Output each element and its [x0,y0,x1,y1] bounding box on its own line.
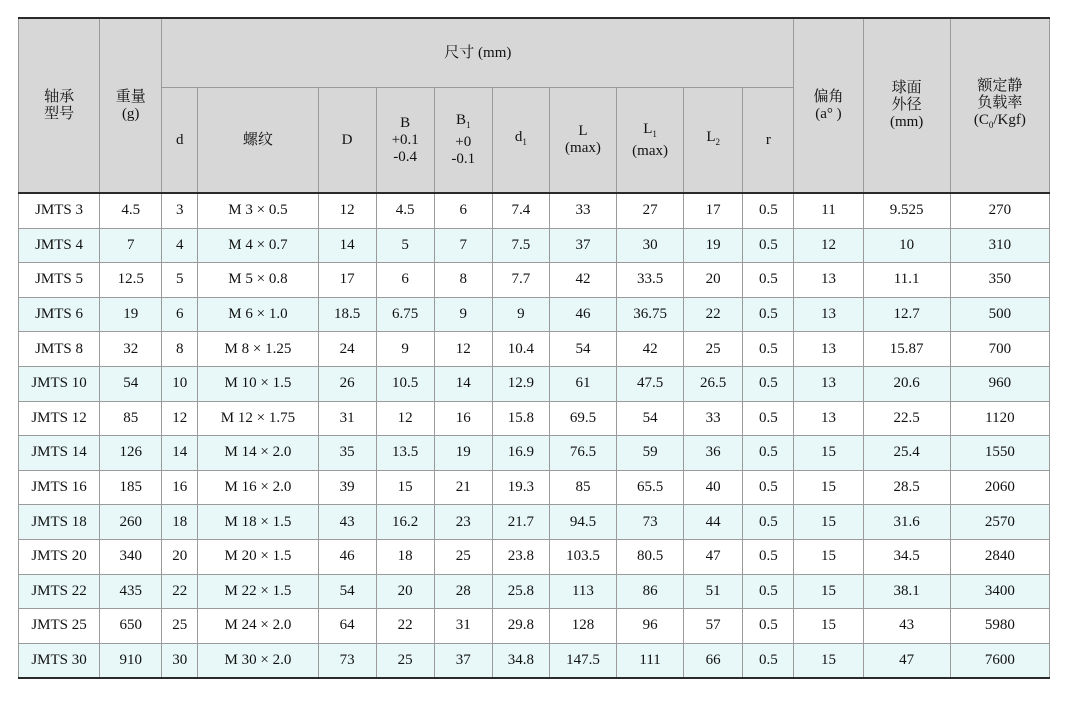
table-row [19,470,1050,505]
cell-d1: 29.8 [492,609,549,644]
cell-L2: 40 [684,470,743,505]
cell-ball-diameter: 12.7 [863,297,950,332]
table-row [19,539,1050,574]
cell-L1: 47.5 [617,366,684,401]
cell-static-load: 2570 [950,505,1049,540]
cell-L1: 33.5 [617,263,684,298]
cell-L1: 30 [617,228,684,263]
cell-thread: M 24 × 2.0 [198,609,318,644]
cell-static-load: 350 [950,263,1049,298]
cell-thread: M 14 × 2.0 [198,436,318,471]
cell-weight: 185 [100,470,162,505]
cell-thread: M 8 × 1.25 [198,332,318,367]
cell-weight: 435 [100,574,162,609]
cell-weight: 32 [100,332,162,367]
cell-D: 12 [318,193,376,228]
cell-thread: M 10 × 1.5 [198,366,318,401]
cell-model: JMTS 20 [19,539,100,574]
cell-B: 6.75 [376,297,434,332]
header-ball-diameter: 球面 外径 (mm) [863,18,950,193]
cell-L: 37 [549,228,616,263]
cell-thread: M 20 × 1.5 [198,539,318,574]
cell-angle: 15 [794,539,863,574]
header-model: 轴承 型号 [19,18,100,193]
cell-thread: M 12 × 1.75 [198,401,318,436]
cell-D: 54 [318,574,376,609]
cell-static-load: 7600 [950,643,1049,678]
cell-ball-diameter: 31.6 [863,505,950,540]
cell-r: 0.5 [743,193,794,228]
header-L: L (max) [549,88,616,194]
cell-model: JMTS 16 [19,470,100,505]
cell-thread: M 16 × 2.0 [198,470,318,505]
cell-model: JMTS 8 [19,332,100,367]
cell-model: JMTS 30 [19,643,100,678]
cell-L2: 22 [684,297,743,332]
cell-L: 54 [549,332,616,367]
cell-d: 8 [162,332,198,367]
cell-model: JMTS 10 [19,366,100,401]
cell-L: 94.5 [549,505,616,540]
cell-d: 18 [162,505,198,540]
cell-static-load: 2060 [950,470,1049,505]
header-d: d [162,88,198,194]
header-thread: 螺纹 [198,88,318,194]
cell-ball-diameter: 25.4 [863,436,950,471]
cell-angle: 11 [794,193,863,228]
cell-L: 76.5 [549,436,616,471]
cell-L1: 65.5 [617,470,684,505]
cell-ball-diameter: 47 [863,643,950,678]
cell-B: 16.2 [376,505,434,540]
cell-thread: M 3 × 0.5 [198,193,318,228]
table-row [19,228,1050,263]
cell-D: 35 [318,436,376,471]
cell-ball-diameter: 10 [863,228,950,263]
cell-L: 103.5 [549,539,616,574]
cell-ball-diameter: 34.5 [863,539,950,574]
cell-L: 42 [549,263,616,298]
cell-D: 24 [318,332,376,367]
cell-B1: 14 [434,366,492,401]
cell-B: 9 [376,332,434,367]
cell-L1: 96 [617,609,684,644]
cell-d: 30 [162,643,198,678]
cell-d: 25 [162,609,198,644]
cell-static-load: 2840 [950,539,1049,574]
bearing-spec-table [18,17,1050,679]
cell-static-load: 1120 [950,401,1049,436]
cell-B1: 25 [434,539,492,574]
cell-L: 33 [549,193,616,228]
table-row [19,297,1050,332]
table-body [19,193,1050,678]
cell-d: 4 [162,228,198,263]
cell-d: 5 [162,263,198,298]
cell-angle: 15 [794,505,863,540]
table-row [19,332,1050,367]
cell-d: 12 [162,401,198,436]
cell-L2: 26.5 [684,366,743,401]
cell-d1: 9 [492,297,549,332]
header-d1: $d_1$ [492,88,549,194]
cell-weight: 650 [100,609,162,644]
cell-angle: 13 [794,401,863,436]
cell-model: JMTS 18 [19,505,100,540]
cell-B: 12 [376,401,434,436]
cell-angle: 15 [794,436,863,471]
header-static-load-label: 额定静 负载率 [977,77,1023,111]
cell-static-load: 1550 [950,436,1049,471]
cell-angle: 15 [794,643,863,678]
cell-L2: 51 [684,574,743,609]
cell-d1: 7.7 [492,263,549,298]
cell-d1: 34.8 [492,643,549,678]
cell-r: 0.5 [743,228,794,263]
cell-L2: 17 [684,193,743,228]
cell-d1: 12.9 [492,366,549,401]
cell-B: 13.5 [376,436,434,471]
cell-L: 85 [549,470,616,505]
cell-d1: 19.3 [492,470,549,505]
cell-thread: M 4 × 0.7 [198,228,318,263]
cell-ball-diameter: 43 [863,609,950,644]
cell-D: 31 [318,401,376,436]
cell-L1: 36.75 [617,297,684,332]
table-row [19,505,1050,540]
cell-D: 43 [318,505,376,540]
cell-L1: 54 [617,401,684,436]
cell-d1: 25.8 [492,574,549,609]
header-B: B +0.1 -0.4 [376,88,434,194]
cell-r: 0.5 [743,436,794,471]
cell-D: 14 [318,228,376,263]
cell-d: 22 [162,574,198,609]
cell-B: 20 [376,574,434,609]
cell-L: 46 [549,297,616,332]
table-row [19,193,1050,228]
cell-r: 0.5 [743,401,794,436]
cell-L2: 25 [684,332,743,367]
cell-D: 26 [318,366,376,401]
cell-L2: 19 [684,228,743,263]
cell-L: 113 [549,574,616,609]
cell-static-load: 3400 [950,574,1049,609]
cell-static-load: 700 [950,332,1049,367]
cell-L2: 36 [684,436,743,471]
cell-r: 0.5 [743,470,794,505]
cell-L: 147.5 [549,643,616,678]
cell-weight: 126 [100,436,162,471]
cell-static-load: 310 [950,228,1049,263]
cell-ball-diameter: 28.5 [863,470,950,505]
cell-r: 0.5 [743,643,794,678]
cell-B: 6 [376,263,434,298]
cell-B1: 23 [434,505,492,540]
cell-d: 20 [162,539,198,574]
cell-B: 22 [376,609,434,644]
cell-D: 18.5 [318,297,376,332]
cell-L1: 80.5 [617,539,684,574]
cell-r: 0.5 [743,366,794,401]
cell-D: 46 [318,539,376,574]
cell-L2: 66 [684,643,743,678]
cell-thread: M 22 × 1.5 [198,574,318,609]
cell-d1: 16.9 [492,436,549,471]
cell-L: 61 [549,366,616,401]
cell-B1: 16 [434,401,492,436]
cell-static-load: 960 [950,366,1049,401]
cell-weight: 260 [100,505,162,540]
cell-weight: 4.5 [100,193,162,228]
cell-thread: M 18 × 1.5 [198,505,318,540]
cell-weight: 12.5 [100,263,162,298]
cell-r: 0.5 [743,505,794,540]
cell-B1: 21 [434,470,492,505]
cell-model: JMTS 3 [19,193,100,228]
table-row [19,401,1050,436]
cell-static-load: 500 [950,297,1049,332]
cell-angle: 13 [794,263,863,298]
cell-d1: 21.7 [492,505,549,540]
table-row [19,609,1050,644]
cell-d: 10 [162,366,198,401]
cell-model: JMTS 22 [19,574,100,609]
cell-L2: 20 [684,263,743,298]
table-row [19,366,1050,401]
cell-ball-diameter: 15.87 [863,332,950,367]
cell-angle: 12 [794,228,863,263]
cell-ball-diameter: 38.1 [863,574,950,609]
cell-B1: 19 [434,436,492,471]
cell-r: 0.5 [743,263,794,298]
cell-d: 3 [162,193,198,228]
cell-B: 25 [376,643,434,678]
cell-angle: 15 [794,609,863,644]
cell-B: 10.5 [376,366,434,401]
cell-static-load: 5980 [950,609,1049,644]
header-weight: 重量 (g) [100,18,162,193]
cell-ball-diameter: 20.6 [863,366,950,401]
cell-model: JMTS 5 [19,263,100,298]
cell-B1: 37 [434,643,492,678]
cell-d1: 15.8 [492,401,549,436]
header-angle: 偏角 (a° ) [794,18,863,193]
cell-weight: 910 [100,643,162,678]
cell-L1: 111 [617,643,684,678]
cell-L: 69.5 [549,401,616,436]
cell-L1: 73 [617,505,684,540]
cell-angle: 15 [794,470,863,505]
cell-d: 14 [162,436,198,471]
cell-B: 4.5 [376,193,434,228]
header-B1: $B_1$ +0 -0.1 [434,88,492,194]
cell-L1: 59 [617,436,684,471]
cell-thread: M 30 × 2.0 [198,643,318,678]
header-static-load [950,18,1049,193]
cell-weight: 54 [100,366,162,401]
cell-d1: 23.8 [492,539,549,574]
cell-weight: 19 [100,297,162,332]
cell-model: JMTS 12 [19,401,100,436]
cell-L1: 42 [617,332,684,367]
cell-model: JMTS 6 [19,297,100,332]
cell-L1: 86 [617,574,684,609]
cell-B1: 9 [434,297,492,332]
cell-D: 17 [318,263,376,298]
cell-D: 64 [318,609,376,644]
cell-L2: 44 [684,505,743,540]
cell-L2: 47 [684,539,743,574]
cell-B1: 28 [434,574,492,609]
header-L1: $L_1$ (max) [617,88,684,194]
cell-r: 0.5 [743,574,794,609]
header-dimensions-group: 尺寸 (mm) [162,18,794,88]
cell-ball-diameter: 9.525 [863,193,950,228]
table-row [19,436,1050,471]
header-r: r [743,88,794,194]
cell-B1: 12 [434,332,492,367]
cell-L2: 33 [684,401,743,436]
cell-model: JMTS 25 [19,609,100,644]
cell-ball-diameter: 22.5 [863,401,950,436]
cell-thread: M 5 × 0.8 [198,263,318,298]
cell-B1: 6 [434,193,492,228]
cell-L2: 57 [684,609,743,644]
header-D: D [318,88,376,194]
table-row [19,643,1050,678]
cell-angle: 13 [794,332,863,367]
cell-B: 18 [376,539,434,574]
cell-B1: 7 [434,228,492,263]
cell-d1: 7.4 [492,193,549,228]
cell-weight: 85 [100,401,162,436]
header-static-load-unit: $(C_0/Kgf)$ [973,111,1026,130]
cell-L: 128 [549,609,616,644]
cell-thread: M 6 × 1.0 [198,297,318,332]
cell-ball-diameter: 11.1 [863,263,950,298]
header-L2: $L_2$ [684,88,743,194]
cell-B1: 31 [434,609,492,644]
cell-B1: 8 [434,263,492,298]
cell-D: 73 [318,643,376,678]
cell-r: 0.5 [743,539,794,574]
cell-d: 16 [162,470,198,505]
cell-weight: 340 [100,539,162,574]
cell-L1: 27 [617,193,684,228]
cell-d: 6 [162,297,198,332]
cell-r: 0.5 [743,297,794,332]
cell-angle: 15 [794,574,863,609]
table-row [19,263,1050,298]
cell-weight: 7 [100,228,162,263]
cell-r: 0.5 [743,332,794,367]
cell-angle: 13 [794,297,863,332]
table-header [19,18,1050,193]
cell-B: 5 [376,228,434,263]
cell-r: 0.5 [743,609,794,644]
cell-model: JMTS 4 [19,228,100,263]
table-row [19,574,1050,609]
cell-d1: 7.5 [492,228,549,263]
cell-D: 39 [318,470,376,505]
cell-model: JMTS 14 [19,436,100,471]
cell-angle: 13 [794,366,863,401]
cell-d1: 10.4 [492,332,549,367]
cell-static-load: 270 [950,193,1049,228]
cell-B: 15 [376,470,434,505]
